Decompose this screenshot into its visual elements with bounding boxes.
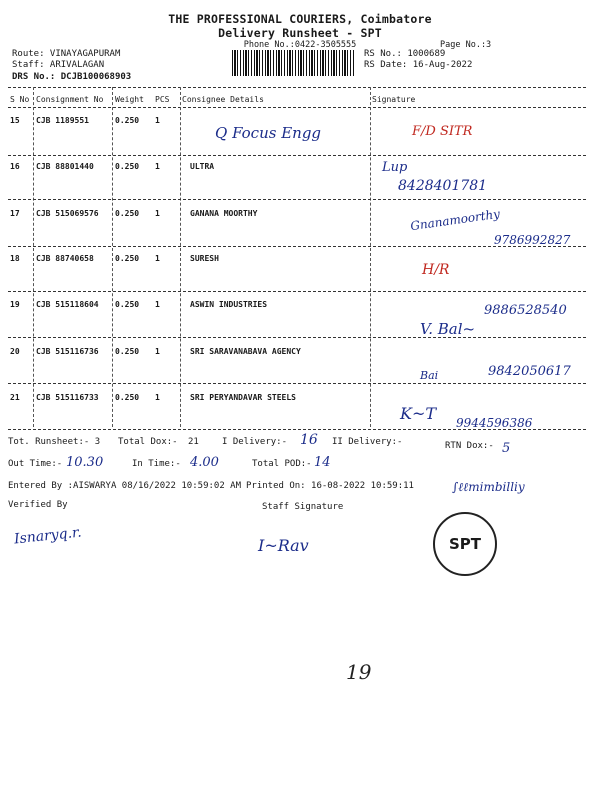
handwritten-signature: Gnanamoorthy — [409, 206, 501, 234]
handwritten-note: F/D SITR — [412, 124, 473, 139]
total-dox-label: Total Dox:- — [118, 437, 178, 447]
row-consignee: SRI SARAVANABAVA AGENCY — [190, 347, 301, 356]
receiver-signature: ∫ℓℓmimbilliy — [452, 480, 525, 494]
row-weight: 0.250 — [115, 347, 140, 356]
row-consignee: SRI PERYANDAVAR STEELS — [190, 393, 296, 402]
row-weight: 0.250 — [115, 162, 140, 171]
i-delivery-value: 16 — [300, 432, 318, 448]
page-mark: 19 — [346, 660, 372, 684]
row-pcs: 1 — [155, 209, 160, 218]
entered-by: Entered By :AISWARYA 08/16/2022 10:59:02 AM — [8, 481, 241, 491]
handwritten-phone: 9886528540 — [484, 303, 567, 318]
document-title: Delivery Runsheet - SPT — [218, 26, 382, 40]
total-pod-label: Total POD:- — [252, 459, 312, 469]
stamp-text: SPT — [448, 535, 482, 553]
row-consignment: CJB 515069576 — [36, 209, 99, 218]
row-consignee: GANANA MOORTHY — [190, 209, 258, 218]
column-line — [370, 87, 371, 427]
col-pcs: PCS — [155, 95, 170, 104]
total-runsheet — [8, 437, 100, 447]
row-sno: 19 — [10, 300, 20, 309]
row-consignment: CJB 515118604 — [36, 300, 99, 309]
page-number: Page No.:3 — [440, 40, 492, 50]
rs-date: RS Date: 16-Aug-2022 — [364, 60, 473, 70]
handwritten-phone: 8428401781 — [398, 178, 488, 194]
handwritten-phone: 9786992827 — [494, 233, 571, 247]
row-pcs: 1 — [155, 254, 160, 263]
row-pcs: 1 — [155, 116, 160, 125]
row-pcs: 1 — [155, 393, 160, 402]
staff: Staff: ARIVALAGAN — [12, 60, 105, 70]
divider — [8, 107, 586, 108]
col-weight: Weight — [115, 95, 144, 104]
in-time-label: In Time:- — [132, 459, 181, 469]
row-pcs: 1 — [155, 347, 160, 356]
row-consignee: ULTRA — [190, 162, 215, 171]
row-consignment: CJB 88801440 — [36, 162, 94, 171]
divider — [8, 87, 586, 88]
phone-number: Phone No.:0422-3505555 — [243, 40, 357, 50]
row-consignment: CJB 515116736 — [36, 347, 99, 356]
col-consignee: Consignee Details — [182, 95, 264, 104]
column-line — [33, 87, 34, 427]
row-weight: 0.250 — [115, 393, 140, 402]
total-dox-value: 21 — [188, 437, 199, 447]
row-weight: 0.250 — [115, 209, 140, 218]
i-delivery-label: I Delivery:- — [222, 437, 288, 447]
row-sno: 20 — [10, 347, 20, 356]
handwritten-signature: Bai — [420, 369, 439, 382]
row-weight: 0.250 — [115, 254, 140, 263]
in-time-value: 4.00 — [190, 455, 219, 470]
row-divider — [8, 291, 586, 292]
row-weight: 0.250 — [115, 116, 140, 125]
company-stamp — [433, 512, 497, 576]
ii-delivery-label: II Delivery:- — [332, 437, 403, 447]
rs-number: RS No.: 1000689 — [364, 49, 446, 59]
row-sno: 17 — [10, 209, 20, 218]
row-sno: 16 — [10, 162, 20, 171]
staff-signature-label: Staff Signature — [262, 502, 344, 512]
row-consignment: CJB 1189551 — [36, 116, 89, 125]
handwritten-phone: 9842050617 — [488, 364, 571, 379]
row-divider — [8, 337, 586, 338]
handwritten-signature: Lup — [382, 160, 408, 175]
row-consignee: ASWIN INDUSTRIES — [190, 300, 268, 309]
column-line — [180, 87, 181, 427]
handwritten-phone: 9944596386 — [456, 416, 533, 430]
row-sno: 15 — [10, 116, 20, 125]
row-consignment: CJB 515116733 — [36, 393, 99, 402]
drs-number: DRS No.: DCJB100068903 — [12, 72, 132, 82]
verified-by-label: Verified By — [8, 500, 68, 510]
handwritten-signature: V. Bal~ — [420, 320, 476, 338]
col-signature: Signature — [372, 95, 416, 104]
row-divider — [8, 429, 586, 430]
rtn-dox-value: 5 — [502, 441, 511, 456]
rtn-dox-label: RTN Dox:- — [445, 441, 494, 451]
row-sno: 18 — [10, 254, 20, 263]
row-pcs: 1 — [155, 162, 160, 171]
handwritten-signature: K~T — [400, 404, 437, 423]
row-divider — [8, 199, 586, 200]
total-runsheet-label: Tot. Runsheet:- — [8, 437, 90, 447]
row-divider — [8, 155, 586, 156]
row-pcs: 1 — [155, 300, 160, 309]
company-title: THE PROFESSIONAL COURIERS, Coimbatore — [168, 12, 432, 26]
out-time-label: Out Time:- — [8, 459, 63, 469]
row-weight: 0.250 — [115, 300, 140, 309]
row-consignment: CJB 88740658 — [36, 254, 94, 263]
total-pod-value: 14 — [314, 455, 331, 470]
verified-by-signature: Isnaryq.r. — [13, 524, 83, 548]
row-sno: 21 — [10, 393, 20, 402]
route: Route: VINAYAGAPURAM — [12, 49, 121, 59]
row-divider — [8, 383, 586, 384]
total-runsheet-value: 3 — [94, 437, 101, 447]
row-consignee: SURESH — [190, 254, 219, 263]
row-divider — [8, 246, 586, 247]
barcode — [232, 50, 354, 76]
column-line — [112, 87, 113, 427]
handwritten-note: H/R — [422, 262, 450, 278]
printed-on: Printed On: 16-08-2022 10:59:11 — [246, 481, 414, 491]
out-time-value: 10.30 — [66, 455, 104, 470]
col-sno: S No — [10, 95, 30, 104]
staff-signature: I~Rav — [258, 536, 309, 555]
col-consignment: Consignment No — [36, 95, 104, 104]
handwritten-consignee: Q Focus Engg — [215, 124, 322, 142]
